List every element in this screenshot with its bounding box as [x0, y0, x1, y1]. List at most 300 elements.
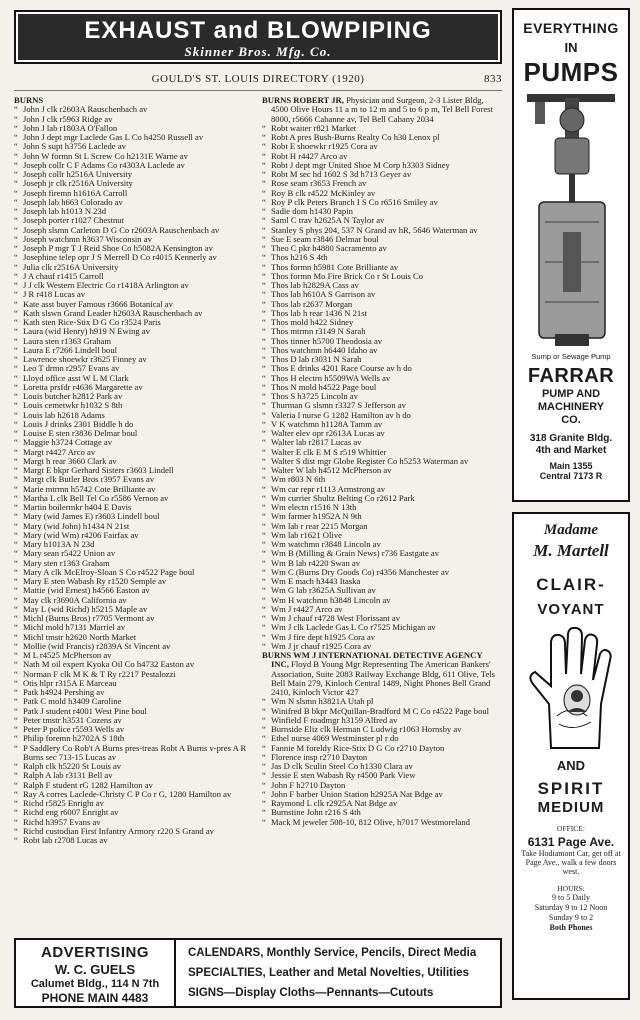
- madame-martell-ad: [512, 512, 630, 1000]
- ditto-mark: “: [262, 511, 266, 522]
- entry-text: Richd custodian First Infantry Armory r220 S Grand av: [23, 825, 214, 836]
- entry-heading: BURNS: [14, 96, 44, 105]
- pumps-ad-machinery: MACHINERY: [537, 401, 605, 413]
- entry-text: Laura sten r1363 Graham: [23, 335, 112, 346]
- ditto-mark: “: [14, 363, 18, 374]
- ditto-mark: “: [262, 122, 266, 133]
- entry-text: Marie mtrmn h5742 Cote Brilliante av: [23, 483, 156, 494]
- entry-text: Michl tmstr h2620 North Market: [23, 631, 137, 642]
- entry-text: Mary h1013A N 23d: [23, 539, 95, 549]
- entry-text: Mary sten r1363 Graham: [23, 557, 110, 568]
- madame-hours-saturday: Saturday 9 to 12 Noon: [534, 903, 608, 912]
- ditto-mark: “: [262, 557, 266, 568]
- ditto-mark: “: [262, 539, 266, 549]
- entry-text: Wm lab r1621 Olive: [271, 529, 342, 540]
- entry-text: Wm J clk Laclede Gas L Co r7525 Michigan av: [271, 622, 436, 633]
- ditto-mark: “: [262, 215, 266, 226]
- entry-text: Kate asst buyer Famous r3666 Botanical av: [23, 298, 173, 309]
- entry-text: Joseph jr clk r2516A University: [23, 178, 133, 189]
- ditto-mark: “: [14, 631, 18, 642]
- ditto-mark: “: [14, 307, 18, 318]
- ditto-mark: “: [262, 455, 266, 466]
- entry-text: Wm farmer h1952A N 9th: [271, 511, 362, 522]
- madame-hours-label: HOURS:: [557, 884, 585, 893]
- entry-text: May L (wid Richd) h5215 Maple av: [23, 603, 148, 614]
- entry-text: Wm B (Milling & Grain News) r736 Eastgate av: [271, 548, 440, 559]
- ditto-mark: “: [14, 603, 18, 614]
- entry-text: Lloyd office asst W L M Clark: [23, 372, 129, 383]
- entry-text: Thurman G slsmn r3327 S Jefferson av: [271, 400, 406, 411]
- entry-text: Rose seam r3653 French av: [271, 178, 367, 189]
- entry-text: Kath sten Rice-Stix D G Co r3524 Paris: [23, 317, 161, 327]
- ditto-mark: “: [14, 428, 18, 438]
- ditto-mark: “: [14, 511, 18, 522]
- entry-text: Louis cemetwkr h1032 S 8th: [23, 400, 123, 411]
- entry-text: P Saddlery Co Rob't A Burns pres-treas Robt A Burns v-pres A R Burns sec 713-15 Lucas av: [23, 742, 247, 762]
- ditto-mark: “: [262, 437, 266, 448]
- entry-text: Thos E drinks 4201 Race Course av h do: [271, 363, 412, 374]
- tel-main-number: 1355: [572, 461, 593, 471]
- ditto-mark: “: [262, 169, 266, 179]
- ditto-mark: “: [262, 280, 266, 290]
- listing-column-left: [14, 96, 254, 934]
- ditto-mark: “: [14, 122, 18, 133]
- ditto-mark: “: [262, 613, 266, 623]
- entry-text: Peter P police r5593 Wells av: [23, 724, 125, 734]
- listing-column-right: [262, 96, 502, 934]
- ditto-mark: “: [14, 779, 18, 790]
- banner-company: Skinner Bros. Mfg. Co.: [184, 44, 332, 59]
- ditto-mark: “: [262, 233, 266, 244]
- ditto-mark: “: [14, 474, 18, 485]
- ditto-mark: “: [262, 363, 266, 374]
- ditto-mark: “: [262, 344, 266, 355]
- madame-hours-daily: 9 to 5 Daily: [552, 893, 590, 902]
- entry-text: Joseph P mgr T J Reid Shoe Co h5082A Kensington av: [23, 243, 213, 253]
- directory-entry: [262, 651, 502, 697]
- ditto-mark: “: [14, 529, 18, 540]
- entry-text: Mary (wid James E) r3603 Lindell boul: [23, 511, 160, 522]
- farrar-name: FARRAR: [527, 365, 615, 387]
- ditto-mark: “: [14, 169, 18, 179]
- ditto-mark: “: [262, 335, 266, 346]
- entry-text: Robt A pres Bush-Burns Realty Co h30 Lenox pl: [271, 132, 440, 142]
- ditto-mark: “: [262, 696, 266, 707]
- entry-text: Joseph watchmn h3637 Wisconsin av: [23, 233, 152, 244]
- entry-text: Thos mtrmn r3149 N Sarah: [271, 326, 366, 337]
- pumps-ad-tel-main: [514, 461, 628, 471]
- ditto-mark: “: [14, 613, 18, 623]
- madame-directions: Take Hodiamont Car, get off at Page Ave., walk a few doors west.: [521, 849, 621, 876]
- entry-text: Stanley S phys 204, 537 N Grand av hR, 5646 Waterman av: [271, 224, 478, 235]
- entry-text: Louis butcher h2812 Park av: [23, 391, 123, 401]
- ditto-mark: “: [262, 465, 266, 475]
- ditto-mark: “: [14, 465, 18, 475]
- ditto-mark: “: [14, 252, 18, 263]
- madame-line1: Madame: [543, 522, 599, 538]
- ditto-mark: “: [14, 400, 18, 411]
- ditto-mark: “: [262, 159, 266, 170]
- madame-medium: MEDIUM: [537, 799, 605, 816]
- entry-heading: BURNS ROBERT JR,: [262, 96, 344, 105]
- entry-text: Thos lab h rear 1436 N 21st: [271, 307, 367, 318]
- entry-text: Physician and Surgeon, 2-3 Lister Bldg, 4500 Olive Hours 11 a m to 12 m and 5 to 6 p m, Tel Bell Forest 8000, r5666 Cabanne av, Tel Bell Cabany 2034: [271, 96, 493, 124]
- entry-text: Winfield F roadmgr h3159 Alfred av: [271, 714, 398, 725]
- entry-text: Joseph lab h1013 N 23d: [23, 206, 107, 216]
- entry-text: Sadie dom h1430 Papin: [271, 206, 353, 216]
- ditto-mark: “: [262, 631, 266, 642]
- entry-text: Joseph firemn h1616A Carroll: [23, 187, 128, 198]
- ditto-mark: “: [262, 742, 266, 753]
- entry-text: Ralph A lab r3131 Bell av: [23, 770, 113, 781]
- entry-text: Martin boilermkr h404 E Davis: [23, 502, 132, 512]
- ditto-mark: “: [262, 409, 266, 420]
- entry-text: Theo C pkr h4880 Sacramento av: [271, 243, 387, 253]
- entry-text: Walter lab r2817 Lucas av: [271, 437, 362, 448]
- ditto-mark: “: [14, 446, 18, 457]
- entry-text: Mary sean r5422 Union av: [23, 548, 116, 559]
- ditto-mark: “: [14, 502, 18, 512]
- ditto-mark: “: [262, 474, 266, 485]
- ditto-mark: “: [262, 298, 266, 309]
- entry-text: Laura (wid Henry) h919 N Ewing av: [23, 326, 150, 337]
- entry-text: Roy B clk r4522 McKinley av: [271, 187, 376, 198]
- entry-text: Florence insp r2710 Dayton: [271, 751, 368, 762]
- ditto-mark: “: [14, 289, 18, 300]
- ditto-mark: “: [262, 566, 266, 577]
- ditto-mark: “: [14, 742, 18, 753]
- entry-text: Robt waiter r821 Market: [271, 122, 357, 133]
- entry-text: Norman F clk M K & T Ry r2217 Pestalozzi: [23, 668, 176, 679]
- ditto-mark: “: [262, 714, 266, 725]
- guels-name: W. C. GUELS: [54, 962, 136, 977]
- pumps-ad-line3: PUMPS: [523, 57, 619, 87]
- entry-text: Walter elev opr r2613A Lucas av: [271, 428, 385, 438]
- entry-text: Joseph slsmn Carleton D G Co r2603A Rauschenbach av: [23, 224, 220, 235]
- guels-line-calendars: CALENDARS, Monthly Service, Pencils, Direct Media: [188, 947, 477, 959]
- ditto-mark: “: [262, 428, 266, 438]
- ditto-mark: “: [262, 705, 266, 716]
- entry-text: Thos mold h422 Sidney: [271, 317, 354, 327]
- ditto-mark: “: [262, 770, 266, 781]
- entry-text: Wm E mach h3443 Itaska: [271, 576, 361, 586]
- ditto-mark: “: [14, 668, 18, 679]
- ditto-mark: “: [14, 215, 18, 226]
- entry-text: Wm electn r1516 N 13th: [271, 502, 357, 512]
- entry-text: Thos lab h2829A Cass av: [271, 280, 359, 290]
- ditto-mark: “: [14, 178, 18, 189]
- ditto-mark: “: [262, 261, 266, 272]
- ditto-mark: “: [14, 807, 18, 818]
- entry-text: Loretta prsfdr r4636 Margarette av: [23, 381, 143, 392]
- running-head: [14, 73, 502, 91]
- ditto-mark: “: [14, 150, 18, 161]
- entry-text: Wm watchmn r3848 Lincoln av: [271, 539, 381, 549]
- ditto-mark: “: [262, 307, 266, 318]
- entry-text: Margt h rear 3660 Clark av: [23, 455, 117, 466]
- page-number: 833: [484, 73, 502, 85]
- entry-text: Sue E seam r3846 Delmar boul: [271, 233, 379, 244]
- guels-advertising: ADVERTISING: [40, 944, 149, 961]
- entry-text: Louis lab h2618 Adams: [23, 409, 105, 420]
- entry-text: Patk J student r4001 West Pine boul: [23, 705, 147, 716]
- ditto-mark: “: [14, 437, 18, 448]
- guels-line-specialties: SPECIALTIES, Leather and Metal Novelties, Utilities: [188, 967, 469, 979]
- entry-text: Valeria I nurse G 1282 Hamilton av h do: [271, 409, 411, 420]
- entry-text: Joseph collr h2516A University: [23, 169, 133, 179]
- entry-text: Lawrence shoewkr r3625 Finney av: [23, 354, 147, 364]
- guels-left-panel: [16, 940, 176, 1006]
- guels-phone: PHONE MAIN 4483: [41, 991, 149, 1005]
- guels-line-signs: SIGNS—Display Cloths—Pennants—Cutouts: [188, 987, 434, 999]
- ditto-mark: “: [14, 724, 18, 734]
- entry-text: Wm H watchmn h3848 Lincoln av: [271, 594, 391, 605]
- entry-text: Robt lab r2708 Lucas av: [23, 835, 108, 845]
- entry-text: Richd r5825 Enright av: [23, 798, 104, 808]
- entry-text: Laura E r7266 Lindell boul: [23, 344, 118, 355]
- entry-text: Wm car repr r1113 Armstrong av: [271, 483, 386, 494]
- entry-text: John J clk r2603A Rauschenbach av: [23, 104, 148, 115]
- ditto-mark: “: [14, 640, 18, 651]
- ditto-mark: “: [14, 788, 18, 799]
- entry-text: John W formn St L Screw Co h2131E Warne av: [23, 150, 188, 161]
- ditto-mark: “: [14, 298, 18, 309]
- madame-and: AND: [556, 758, 586, 773]
- directory-entry: [14, 836, 254, 845]
- ditto-mark: “: [262, 807, 266, 818]
- pumps-ad-line1: EVERYTHING: [523, 20, 619, 36]
- madame-address: 6131 Page Ave.: [527, 835, 615, 849]
- ditto-mark: “: [262, 178, 266, 189]
- ditto-mark: “: [14, 113, 18, 124]
- entry-text: Ray A corres Laclede-Christy C P Co r G, 1280 Hamilton av: [23, 788, 232, 799]
- entry-text: Fannie M foreldy Rice-Stix D G Co r2710 Dayton: [271, 742, 445, 753]
- entry-text: Michl (Burns Bros) r7705 Vermont av: [23, 613, 155, 623]
- entry-text: Wm lab r rear 2215 Morgan: [271, 520, 368, 531]
- ditto-mark: “: [262, 224, 266, 235]
- ditto-mark: “: [14, 798, 18, 808]
- entry-text: Ralph F student rG 1282 Hamilton av: [23, 779, 153, 790]
- ditto-mark: “: [262, 761, 266, 771]
- banner-headline: EXHAUST and BLOWPIPING: [84, 17, 432, 44]
- entry-text: Robt J dept mgr United Shoe M Corp h3303 Sidney: [271, 159, 450, 170]
- ditto-mark: “: [262, 816, 266, 827]
- ditto-mark: “: [262, 270, 266, 281]
- ditto-mark: “: [262, 141, 266, 152]
- entry-text: Louis J drinks 2301 Biddle h do: [23, 418, 134, 429]
- ditto-mark: “: [14, 594, 18, 605]
- entry-text: Winifred B bkpr McQuillan-Bradford M C Co r4522 Page boul: [271, 705, 490, 716]
- banner-inner: [18, 14, 498, 60]
- entry-text: J J clk Western Electric Co r1418A Arlington av: [23, 280, 189, 290]
- pumps-ad-line2: IN: [564, 40, 578, 55]
- entry-text: Margt E bkpr Gerhard Sisters r3603 Lindell: [23, 465, 174, 475]
- ditto-mark: “: [14, 733, 18, 744]
- entry-text: Jessie E sten Wabash Ry r4500 Park View: [271, 770, 416, 781]
- ditto-mark: “: [14, 622, 18, 633]
- directory-entry: [262, 818, 502, 827]
- ditto-mark: “: [262, 400, 266, 411]
- ditto-mark: “: [14, 132, 18, 142]
- entry-text: Ralph clk h5220 St Louis av: [23, 761, 122, 771]
- palm-hand-illustration: [521, 624, 621, 752]
- madame-clair: CLAIR-: [536, 575, 606, 594]
- ditto-mark: “: [262, 733, 266, 744]
- tel-central-label: Central: [539, 471, 571, 481]
- entry-text: Wm J fire dept h1925 Cora av: [271, 631, 376, 642]
- entry-text: Louise E sten r3836 Delmar boul: [23, 428, 138, 438]
- entry-text: Mary A clk McElroy-Sloan S Co r4522 Page boul: [23, 566, 195, 577]
- ditto-mark: “: [14, 492, 18, 503]
- entry-text: Philip foremn h2702A S 18th: [23, 733, 125, 744]
- tel-main-label: Main: [549, 461, 570, 471]
- entry-text: Maggie h3724 Cottage av: [23, 437, 113, 448]
- ditto-mark: “: [262, 502, 266, 512]
- entry-text: M L r4525 McPherson av: [23, 650, 112, 660]
- ditto-mark: “: [14, 714, 18, 725]
- ditto-mark: “: [14, 280, 18, 290]
- directory-entry: [262, 96, 502, 124]
- entry-text: Martha L clk Bell Tel Co r5586 Vernon av: [23, 492, 169, 503]
- entry-text: Thos lab r2637 Morgan: [271, 298, 353, 309]
- entry-text: Mary (wid John) h1434 N 21st: [23, 520, 130, 531]
- ditto-mark: “: [14, 409, 18, 420]
- entry-text: Joseph lab h663 Colorado av: [23, 196, 123, 207]
- entry-text: John S supt h3756 Laclede av: [23, 141, 126, 152]
- entry-text: Kath slswn Grand Leader h2603A Rauschenbach av: [23, 307, 203, 318]
- entry-text: May clk r3690A California av: [23, 594, 127, 605]
- entry-text: Wm N slsmn h3821A Utah pl: [271, 696, 374, 707]
- tel-central-number: 7173 R: [573, 471, 603, 481]
- ditto-mark: “: [14, 576, 18, 586]
- ditto-mark: “: [14, 381, 18, 392]
- ditto-mark: “: [14, 816, 18, 827]
- ditto-mark: “: [14, 455, 18, 466]
- entry-text: Wm C (Burns Dry Goods Co) r4356 Manchester av: [271, 566, 450, 577]
- entry-text: Mack M jeweler 508-10, 812 Olive, h7017 Westmoreland: [271, 816, 470, 827]
- entry-text: Wm G lab r3625A Sullivan av: [271, 585, 376, 596]
- ditto-mark: “: [262, 585, 266, 596]
- ditto-mark: “: [262, 418, 266, 429]
- ditto-mark: “: [262, 788, 266, 799]
- ditto-mark: “: [262, 576, 266, 586]
- entry-text: Nath M oil expert Kyoka Oil Co h4732 Easton av: [23, 659, 195, 670]
- entry-text: Wm J chauf r4728 West Florissant av: [271, 613, 400, 623]
- entry-text: Michl mold h7131 Marriel av: [23, 622, 126, 633]
- madame-voyant: VOYANT: [537, 601, 605, 618]
- guels-right-panel: [176, 940, 500, 1006]
- entry-text: J R r418 Lucas av: [23, 289, 86, 300]
- ditto-mark: “: [262, 391, 266, 401]
- madame-hours-sunday: Sunday 9 to 2: [548, 913, 594, 922]
- entry-text: Margt clk Butler Bros r3957 Evans av: [23, 474, 155, 485]
- entry-text: Patk h4924 Pershing av: [23, 687, 105, 697]
- ditto-mark: “: [262, 150, 266, 161]
- entry-text: Saml C trav h2625A N Taylor av: [271, 215, 385, 226]
- ditto-mark: “: [262, 751, 266, 762]
- madame-phones: Both Phones: [549, 923, 593, 932]
- entry-text: Joseph porter r1027 Chestnut: [23, 215, 124, 226]
- ditto-mark: “: [262, 206, 266, 216]
- entry-text: Robt M sec hd 1602 S 3d h713 Geyer av: [271, 169, 412, 179]
- ditto-mark: “: [262, 132, 266, 142]
- entry-text: Julia clk r2516A University: [23, 261, 119, 272]
- ditto-mark: “: [14, 557, 18, 568]
- pump-caption: Sump or Sewage Pump: [531, 352, 611, 361]
- pumps-ad-address2: 4th and Market: [535, 445, 607, 456]
- directory-title: GOULD'S ST. LOUIS DIRECTORY (1920): [151, 73, 365, 85]
- ditto-mark: “: [262, 724, 266, 734]
- ditto-mark: “: [14, 696, 18, 707]
- ditto-mark: “: [262, 603, 266, 614]
- entry-text: V K watchmn h1128A Tamm av: [271, 418, 383, 429]
- entry-text: Mollie (wid Francis) r2839A St Vincent av: [23, 640, 171, 651]
- entry-text: Walter E clk E M S r519 Whittier: [271, 446, 387, 457]
- ditto-mark: “: [262, 289, 266, 300]
- entry-text: Josephine telep opr J S Merrell D Co r4015 Kennerly av: [23, 252, 217, 263]
- ditto-mark: “: [14, 770, 18, 781]
- ditto-mark: “: [14, 418, 18, 429]
- entry-text: Thos formn Mo Fire Brick Co r St Louis Co: [271, 270, 424, 281]
- ditto-mark: “: [14, 548, 18, 559]
- ditto-mark: “: [14, 196, 18, 207]
- ditto-mark: “: [14, 335, 18, 346]
- ditto-mark: “: [14, 677, 18, 688]
- entry-text: Mattie (wid Ernest) h4566 Easton av: [23, 585, 150, 596]
- ditto-mark: “: [14, 233, 18, 244]
- ditto-mark: “: [262, 326, 266, 337]
- entry-text: Patk C mold h3409 Caroline: [23, 696, 122, 707]
- entry-text: Thos H electrn h5509WA Wells av: [271, 372, 391, 383]
- entry-text: Ethel nurse 4069 Westminster pl r do: [271, 733, 399, 744]
- madame-office-label: OFFICE:: [557, 824, 585, 833]
- ditto-mark: “: [262, 798, 266, 808]
- ditto-mark: “: [14, 187, 18, 198]
- ditto-mark: “: [14, 159, 18, 170]
- entry-text: Wm currier Shultz Belting Co r2612 Park: [271, 492, 415, 503]
- ditto-mark: “: [262, 243, 266, 253]
- entry-text: Robt H r4427 Arco av: [271, 150, 348, 161]
- entry-text: Thos N mold h4522 Page boul: [271, 381, 377, 392]
- exhaust-banner-ad: [14, 10, 502, 64]
- ditto-mark: “: [14, 104, 18, 115]
- ditto-mark: “: [262, 622, 266, 633]
- entry-text: Richd h3957 Evans av: [23, 816, 101, 827]
- ditto-mark: “: [14, 520, 18, 531]
- ditto-mark: “: [262, 446, 266, 457]
- entry-text: Walter W lab h4512 McPherson av: [271, 465, 392, 475]
- ditto-mark: “: [14, 659, 18, 670]
- entry-text: Thos D lab r3031 N Sarah: [271, 354, 362, 364]
- pumps-ad-co: CO.: [561, 414, 581, 426]
- entry-text: Wm J jr chauf r1925 Cora av: [271, 640, 372, 651]
- ditto-mark: “: [262, 520, 266, 531]
- entry-text: John J clk r5963 Ridge av: [23, 113, 113, 124]
- ditto-mark: “: [14, 270, 18, 281]
- ditto-mark: “: [262, 548, 266, 559]
- advertising-guels-ad: [14, 938, 502, 1008]
- entry-text: J A chauf r1415 Carroll: [23, 270, 104, 281]
- farrar-pumps-ad: [512, 8, 630, 502]
- entry-text: Thos lab h610A S Garrison av: [271, 289, 376, 300]
- entry-text: Thos watchmn h6440 Idaho av: [271, 344, 378, 355]
- entry-text: Wm B lab r4220 Swan av: [271, 557, 361, 568]
- entry-text: Burnside Eliz clk Herman C Ludwig r1063 Hornsby av: [271, 724, 462, 734]
- entry-text: John J dept mgr Laclede Gas L Co h4250 Russell av: [23, 132, 204, 142]
- pumps-ad-pump-and: PUMP AND: [541, 388, 601, 400]
- ditto-mark: “: [14, 224, 18, 235]
- entry-text: John F h2710 Dayton: [271, 779, 346, 790]
